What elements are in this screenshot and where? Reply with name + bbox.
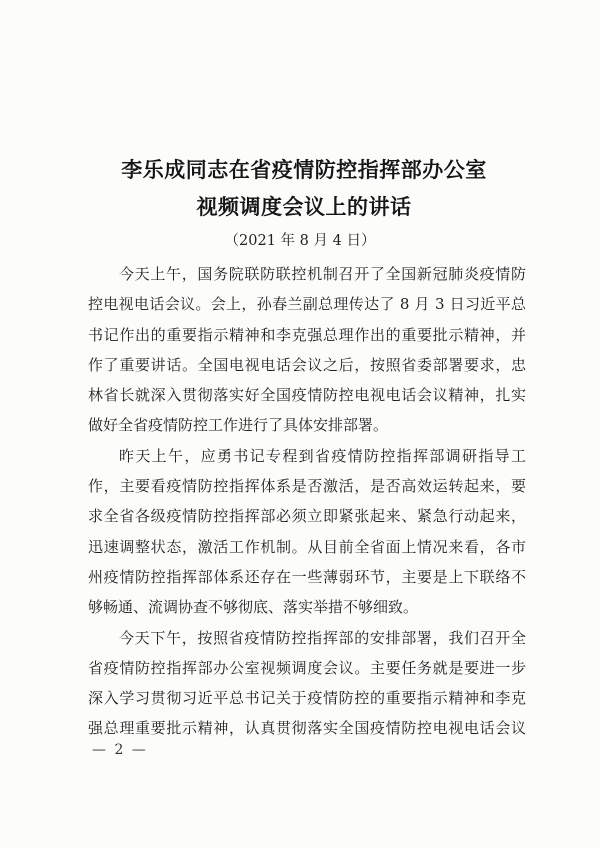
page-number: — 2 — (92, 742, 148, 758)
text-line: 作，主要看疫情防控指挥体系是否激活，是否高效运转起来，要 (88, 477, 526, 496)
text-line: 做好全省疫情防控工作进行了具体安排部署。 (88, 416, 389, 435)
text-line: 今天下午，按照省疫情防控指挥部的安排部署，我们召开全 (119, 628, 526, 647)
text-line: 强总理重要批示精神，认真贯彻落实全国疫情防控电视电话会议 (88, 719, 526, 738)
paragraph-2 (88, 441, 526, 623)
document-title-line-1: 李乐成同志在省疫情防控指挥部办公室 (121, 157, 487, 182)
text-line: 书记作出的重要指示精神和李克强总理作出的重要批示精神，并 (88, 325, 526, 344)
text-line: 林省长就深入贯彻落实好全国疫情防控电视电话会议精神，扎实 (88, 386, 526, 405)
text-line: 深入学习贯彻习近平总书记关于疫情防控的重要指示精神和李克 (88, 689, 526, 708)
text-line: 求全省各级疫情防控指挥部必须立即紧张起来、紧急行动起来， (88, 507, 526, 526)
text-line: 州疫情防控指挥部体系还存在一些薄弱环节，主要是上下联络不 (88, 567, 526, 586)
text-line: 昨天上午，应勇书记专程到省疫情防控指挥部调研指导工 (119, 446, 526, 465)
text-line: 控电视电话会议。会上，孙春兰副总理传达了 8 月 3 日习近平总 (88, 295, 526, 314)
text-line: 作了重要讲话。全国电视电话会议之后，按照省委部署要求，忠 (88, 355, 526, 374)
paragraph-3 (88, 623, 526, 744)
document-title-line-2: 视频调度会议上的讲话 (196, 194, 412, 219)
document-date: （2021 年 8 月 4 日） (224, 233, 376, 249)
text-line: 迅速调整状态，激活工作机制。从目前全省面上情况来看，各市 (88, 537, 526, 556)
paragraph-1 (88, 259, 526, 441)
text-line: 今天上午，国务院联防联控机制召开了全国新冠肺炎疫情防 (119, 265, 526, 283)
text-line: 够畅通、流调协查不够彻底、落实举措不够细致。 (88, 598, 419, 617)
text-line: 省疫情防控指挥部办公室视频调度会议。主要任务就是要进一步 (88, 658, 526, 677)
document-body (88, 259, 526, 744)
